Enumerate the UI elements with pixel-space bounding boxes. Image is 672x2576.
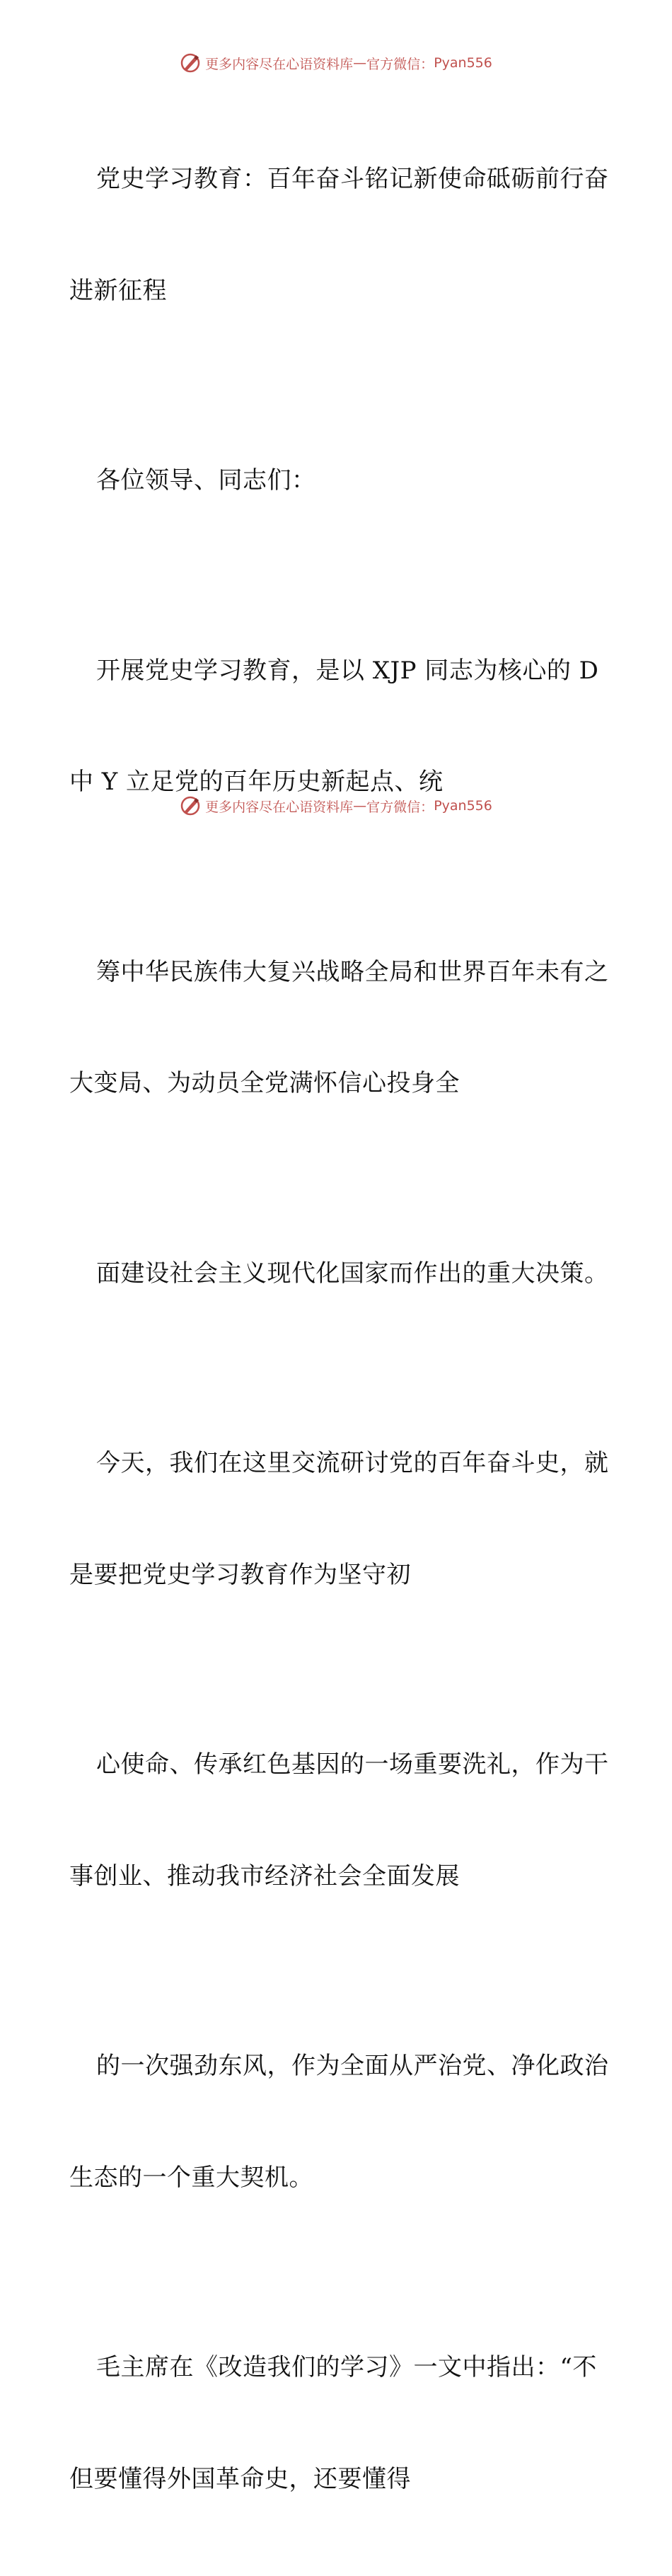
watermark-wechat-id: Pyan556 xyxy=(434,798,492,814)
text-line: 毛主席在《改造我们的学习》一文中指出：“不 xyxy=(96,2353,597,2381)
watermark-brand: 更多内容尽在心语资料库 xyxy=(205,56,354,72)
paragraph xyxy=(69,2275,607,2572)
watermark-separator: — xyxy=(353,798,367,814)
text-line: 但要懂得外国革命史，还要懂得 xyxy=(69,2464,411,2493)
watermark-brand: 更多内容尽在心语资料库 xyxy=(205,799,354,815)
watermark-official-label: 官方微信： xyxy=(366,799,434,815)
text-line: 是要把党史学习教育作为坚守初 xyxy=(69,1560,411,1589)
text-line: 开展党史学习教育，是以 XJP 同志为核心的 D xyxy=(96,656,599,685)
watermark-wechat-id: Pyan556 xyxy=(434,55,492,71)
text-line: 事创业、推动我市经济社会全面发展 xyxy=(69,1861,460,1890)
paragraph xyxy=(69,1370,607,1668)
paragraph xyxy=(69,879,607,1177)
text-line: 今天，我们在这里交流研讨党的百年奋斗史，就 xyxy=(96,1449,609,1477)
text-line: 筹中华民族伟大复兴战略全局和世界百年未有之 xyxy=(96,957,609,986)
paragraph xyxy=(69,1672,607,1969)
text-line: 各位领导、同志们： xyxy=(96,466,316,495)
watermark-official-label: 官方微信： xyxy=(366,56,434,72)
text-line: 党史学习教育：百年奋斗铭记新使命砥砺前行奋 xyxy=(96,165,609,193)
watermark-separator: — xyxy=(353,55,367,71)
text-line: 中 Y 立足党的百年历史新起点、统 xyxy=(69,768,444,796)
pen-logo-icon xyxy=(180,52,201,74)
paragraph xyxy=(69,1973,607,2270)
text-line: 生态的一个重大契机。 xyxy=(69,2163,313,2192)
paragraph-title xyxy=(69,86,607,383)
text-line: 面建设社会主义现代化国家而作出的重大决策。 xyxy=(96,1259,609,1288)
paragraph xyxy=(69,578,607,875)
paragraph xyxy=(69,1181,607,1367)
header-watermark xyxy=(0,52,672,74)
text-line: 的一次强劲东风，作为全面从严治党、净化政治 xyxy=(96,2052,609,2080)
text-line: 进新征程 xyxy=(69,276,167,305)
text-line: 大变局、为动员全党满怀信心投身全 xyxy=(69,1069,460,1097)
paragraph-greeting xyxy=(69,388,607,574)
text-line: 心使命、传承红色基因的一场重要洗礼，作为干 xyxy=(96,1750,609,1779)
pen-logo-icon xyxy=(180,795,201,816)
footer-watermark xyxy=(0,795,672,816)
document-body xyxy=(69,86,607,2576)
